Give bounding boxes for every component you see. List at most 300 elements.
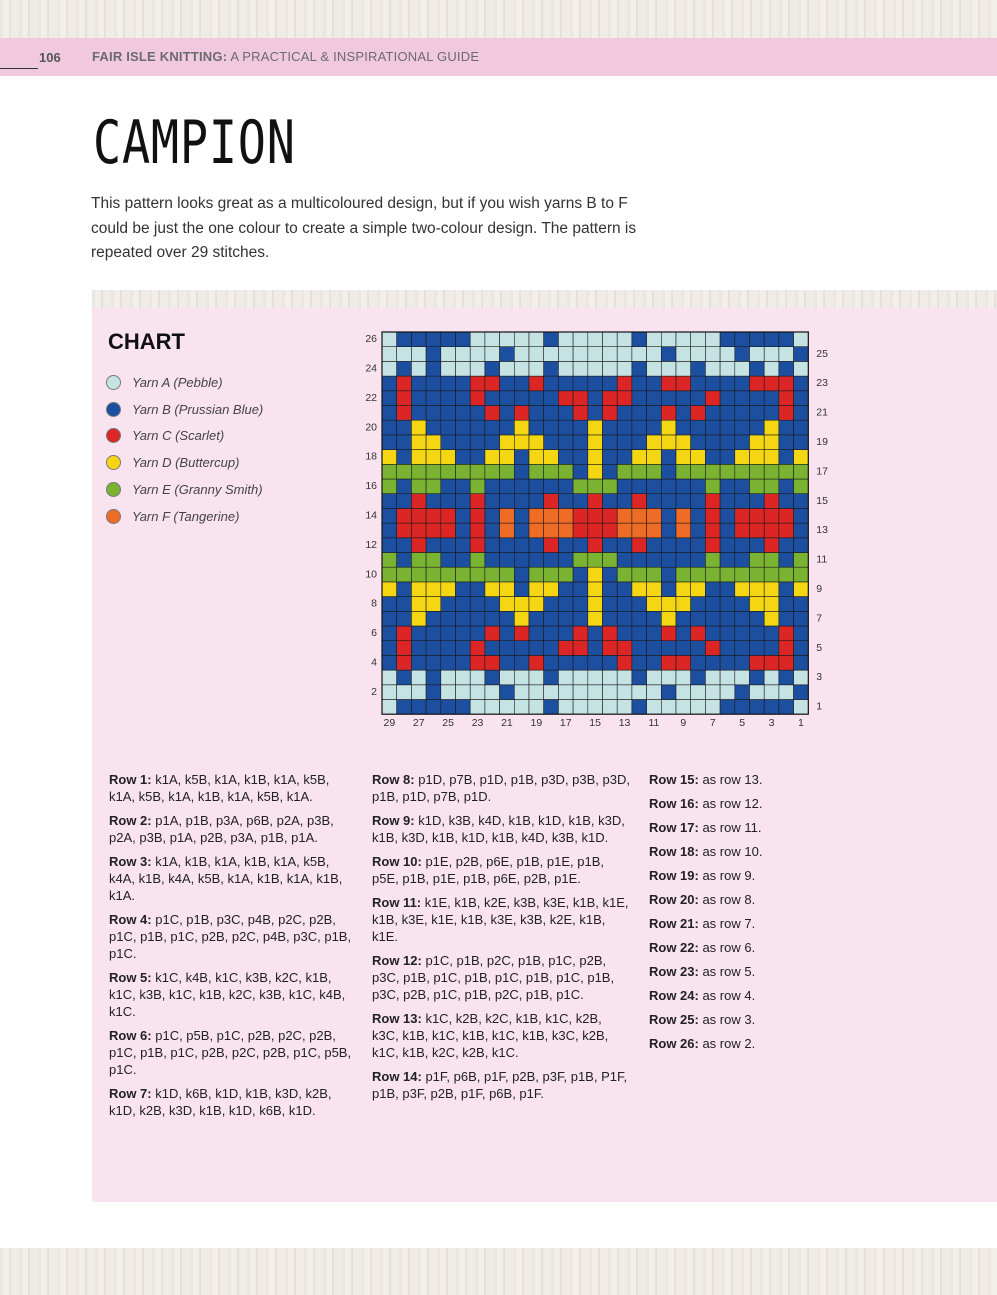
stitch-cell [397, 420, 412, 435]
chart-axis-label: 21 [501, 716, 513, 729]
stitch-cell [573, 655, 588, 670]
stitch-cell [647, 685, 662, 700]
stitch-cell [764, 611, 779, 626]
chart-axis-label: 12 [365, 538, 377, 551]
chart-axis-label: 27 [412, 716, 425, 729]
stitch-cell [720, 420, 735, 435]
stitch-cell [617, 508, 632, 523]
stitch-cell [705, 523, 720, 538]
chart-axis-label: 17 [816, 465, 828, 478]
legend-item [106, 423, 263, 450]
chart-axis-label: 24 [365, 362, 377, 375]
row-label: Row 16: [649, 796, 699, 811]
stitch-cell [764, 435, 779, 450]
stitch-cell [720, 670, 735, 685]
stitch-cell [617, 597, 632, 612]
stitch-cell [558, 611, 573, 626]
row-instruction [649, 1011, 829, 1028]
stitch-cell [397, 670, 412, 685]
chart-axis-label: 3 [768, 716, 775, 729]
chart-axis-label: 4 [371, 656, 377, 669]
stitch-cell [573, 700, 588, 715]
stitch-cell [411, 391, 426, 406]
stitch-cell [676, 406, 691, 421]
stitch-cell [558, 582, 573, 597]
stitch-cell [603, 450, 618, 465]
stitch-cell [485, 347, 500, 362]
stitch-cell [676, 626, 691, 641]
stitch-cell [647, 523, 662, 538]
stitch-cell [426, 361, 441, 376]
stitch-cell [720, 347, 735, 362]
stitch-cell [603, 611, 618, 626]
stitch-cell [720, 567, 735, 582]
row-text: p1F, p6B, p1F, p2B, p3F, p1B, P1F, p1B, p3F, p2B, p1F, p6B, p1F. [372, 1069, 628, 1101]
chart-axis-label: 10 [365, 568, 377, 581]
stitch-cell [397, 553, 412, 568]
stitch-cell [735, 361, 750, 376]
row-text: p1C, p1B, p3C, p4B, p2C, p2B, p1C, p1B, p1C, p2B, p2C, p4B, p3C, p1B, p1C. [109, 912, 352, 961]
stitch-cell [529, 567, 544, 582]
stitch-cell [794, 332, 809, 347]
stitch-cell [441, 420, 456, 435]
yarn-swatch-icon [106, 402, 121, 417]
stitch-cell [529, 508, 544, 523]
row-instruction [372, 812, 630, 846]
stitch-cell [529, 361, 544, 376]
stitch-cell [632, 361, 647, 376]
row-text: p1C, p5B, p1C, p2B, p2C, p2B, p1C, p1B, p1C, p2B, p2C, p2B, p1C, p5B, p1C. [109, 1028, 352, 1077]
stitch-cell [779, 655, 794, 670]
stitch-cell [617, 435, 632, 450]
stitch-cell [485, 670, 500, 685]
row-label: Row 19: [649, 868, 699, 883]
stitch-cell [779, 626, 794, 641]
stitch-cell [617, 494, 632, 509]
stitch-cell [676, 508, 691, 523]
stitch-cell [617, 553, 632, 568]
row-label: Row 14: [372, 1069, 422, 1084]
stitch-cell [617, 700, 632, 715]
stitch-cell [735, 464, 750, 479]
stitch-cell [441, 553, 456, 568]
stitch-cell [750, 655, 765, 670]
stitch-cell [617, 670, 632, 685]
stitch-cell [794, 611, 809, 626]
stitch-cell [705, 700, 720, 715]
stitch-cell [529, 332, 544, 347]
stitch-cell [529, 582, 544, 597]
stitch-cell [529, 626, 544, 641]
header-rule [0, 68, 38, 69]
stitch-cell [647, 361, 662, 376]
stitch-cell [603, 626, 618, 641]
stitch-cell [779, 582, 794, 597]
stitch-cell [617, 523, 632, 538]
stitch-cell [411, 582, 426, 597]
stitch-cell [382, 361, 397, 376]
stitch-cell [676, 655, 691, 670]
stitch-cell [779, 450, 794, 465]
stitch-cell [647, 611, 662, 626]
stitch-cell [720, 406, 735, 421]
stitch-cell [720, 450, 735, 465]
stitch-cell [500, 450, 515, 465]
stitch-cell [779, 685, 794, 700]
row-instruction [649, 915, 829, 932]
stitch-cell [691, 523, 706, 538]
stitch-cell [676, 538, 691, 553]
stitch-cell [750, 406, 765, 421]
stitch-cell [750, 479, 765, 494]
stitch-cell [676, 332, 691, 347]
stitch-cell [500, 597, 515, 612]
stitch-cell [529, 611, 544, 626]
stitch-cell [529, 538, 544, 553]
stitch-cell [470, 435, 485, 450]
yarn-swatch-icon [106, 455, 121, 470]
stitch-cell [647, 347, 662, 362]
stitch-cell [588, 450, 603, 465]
stitch-cell [573, 406, 588, 421]
stitch-cell [647, 670, 662, 685]
chart-heading: CHART [108, 329, 185, 354]
stitch-cell [470, 538, 485, 553]
stitch-cell [691, 582, 706, 597]
stitch-cell [500, 479, 515, 494]
stitch-cell [617, 567, 632, 582]
stitch-cell [500, 332, 515, 347]
stitch-cell [617, 538, 632, 553]
stitch-cell [573, 450, 588, 465]
chart-axis-label: 29 [383, 716, 396, 729]
stitch-cell [750, 391, 765, 406]
stitch-cell [382, 582, 397, 597]
stitch-cell [573, 361, 588, 376]
stitch-cell [794, 508, 809, 523]
stitch-cell [544, 391, 559, 406]
stitch-cell [426, 611, 441, 626]
stitch-cell [544, 611, 559, 626]
stitch-cell [705, 479, 720, 494]
stitch-cell [470, 582, 485, 597]
chart-axis-label: 9 [816, 583, 823, 596]
stitch-cell [514, 685, 529, 700]
stitch-cell [514, 450, 529, 465]
stitch-cell [720, 700, 735, 715]
stitch-cell [779, 700, 794, 715]
row-label: Row 13: [372, 1011, 422, 1026]
stitch-cell [764, 450, 779, 465]
stitch-cell [397, 406, 412, 421]
stitch-cell [764, 700, 779, 715]
stitch-cell [720, 435, 735, 450]
stitch-cell [735, 391, 750, 406]
stitch-cell [661, 553, 676, 568]
stitch-cell [397, 597, 412, 612]
chart-axis-label: 7 [709, 716, 716, 729]
stitch-cell [500, 641, 515, 656]
stitch-cell [514, 626, 529, 641]
stitch-cell [573, 582, 588, 597]
stitch-cell [456, 538, 471, 553]
stitch-cell [397, 582, 412, 597]
stitch-cell [441, 347, 456, 362]
stitch-cell [588, 332, 603, 347]
stitch-cell [691, 508, 706, 523]
stitch-cell [750, 450, 765, 465]
row-instruction [109, 812, 354, 846]
stitch-cell [544, 685, 559, 700]
stitch-cell [661, 655, 676, 670]
stitch-cell [779, 597, 794, 612]
stitch-cell [794, 376, 809, 391]
stitch-cell [470, 670, 485, 685]
stitch-cell [676, 464, 691, 479]
stitch-cell [411, 332, 426, 347]
stitch-cell [558, 391, 573, 406]
stitch-cell [470, 420, 485, 435]
stitch-cell [544, 347, 559, 362]
stitch-cell [470, 655, 485, 670]
stitch-cell [382, 508, 397, 523]
stitch-cell [426, 376, 441, 391]
stitch-cell [558, 597, 573, 612]
stitch-cell [764, 538, 779, 553]
stitch-cell [382, 553, 397, 568]
stitch-cell [397, 332, 412, 347]
stitch-cell [794, 391, 809, 406]
stitch-cell [764, 508, 779, 523]
row-text: as row 4. [698, 988, 756, 1003]
stitch-cell [426, 597, 441, 612]
stitch-cell [735, 670, 750, 685]
stitch-cell [456, 494, 471, 509]
stitch-cell [647, 332, 662, 347]
stitch-cell [794, 406, 809, 421]
stitch-cell [529, 494, 544, 509]
stitch-cell [647, 567, 662, 582]
stitch-cell [588, 538, 603, 553]
row-instruction [372, 1010, 630, 1061]
chart-axis-label: 11 [648, 716, 660, 729]
stitch-cell [720, 508, 735, 523]
stitch-cell [647, 655, 662, 670]
stitch-cell [485, 655, 500, 670]
stitch-cell [382, 494, 397, 509]
stitch-cell [676, 420, 691, 435]
stitch-cell [705, 464, 720, 479]
stitch-cell [603, 670, 618, 685]
stitch-cell [735, 523, 750, 538]
stitch-cell [794, 464, 809, 479]
row-text: as row 8. [698, 892, 756, 907]
stitch-cell [485, 435, 500, 450]
stitch-cell [647, 420, 662, 435]
row-text: k1D, k3B, k4D, k1B, k1D, k1B, k3D, k1B, k3D, k1B, k1D, k1B, k4D, k3B, k1D. [372, 813, 625, 845]
stitch-cell [691, 347, 706, 362]
stitch-cell [514, 479, 529, 494]
stitch-cell [397, 641, 412, 656]
stitch-cell [779, 479, 794, 494]
row-instruction [372, 894, 630, 945]
row-label: Row 1: [109, 772, 152, 787]
stitch-cell [382, 376, 397, 391]
stitch-cell [529, 655, 544, 670]
stitch-cell [647, 538, 662, 553]
row-instruction [649, 867, 829, 884]
stitch-cell [588, 670, 603, 685]
stitch-cell [456, 611, 471, 626]
stitch-cell [617, 391, 632, 406]
stitch-cell [456, 700, 471, 715]
stitch-cell [617, 479, 632, 494]
stitch-cell [588, 479, 603, 494]
stitch-cell [691, 597, 706, 612]
stitch-cell [735, 597, 750, 612]
stitch-cell [632, 582, 647, 597]
stitch-cell [720, 582, 735, 597]
row-instruction [649, 843, 829, 860]
stitch-cell [456, 641, 471, 656]
stitch-cell [617, 347, 632, 362]
stitch-cell [632, 700, 647, 715]
stitch-cell [779, 508, 794, 523]
stitch-cell [676, 567, 691, 582]
stitch-cell [588, 597, 603, 612]
stitch-cell [411, 435, 426, 450]
stitch-cell [735, 626, 750, 641]
stitch-cell [573, 508, 588, 523]
stitch-cell [573, 626, 588, 641]
stitch-cell [573, 494, 588, 509]
stitch-cell [735, 376, 750, 391]
stitch-cell [500, 435, 515, 450]
stitch-cell [647, 494, 662, 509]
stitch-cell [573, 553, 588, 568]
row-instruction [372, 771, 630, 805]
stitch-cell [485, 332, 500, 347]
stitch-cell [485, 582, 500, 597]
stitch-cell [647, 553, 662, 568]
stitch-cell [588, 611, 603, 626]
stitch-cell [485, 361, 500, 376]
stitch-cell [470, 464, 485, 479]
stitch-cell [676, 479, 691, 494]
stitch-cell [426, 494, 441, 509]
legend-label: Yarn F (Tangerine) [132, 508, 240, 524]
chart-axis-label: 15 [816, 494, 828, 507]
instructions-column-1 [109, 771, 354, 1126]
yarn-swatch-icon [106, 375, 121, 390]
stitch-cell [735, 655, 750, 670]
stitch-cell [750, 523, 765, 538]
stitch-cell [411, 538, 426, 553]
stitch-cell [691, 670, 706, 685]
stitch-cell [558, 464, 573, 479]
stitch-cell [779, 406, 794, 421]
stitch-cell [573, 523, 588, 538]
stitch-cell [735, 538, 750, 553]
stitch-cell [558, 376, 573, 391]
stitch-cell [441, 567, 456, 582]
stitch-cell [529, 523, 544, 538]
stitch-cell [617, 332, 632, 347]
stitch-cell [617, 641, 632, 656]
stitch-cell [485, 450, 500, 465]
chart-axis-label: 19 [530, 716, 543, 729]
row-instruction [649, 819, 829, 836]
legend-item [106, 369, 263, 396]
stitch-cell [441, 450, 456, 465]
stitch-cell [544, 655, 559, 670]
stitch-cell [632, 435, 647, 450]
stitch-cell [603, 420, 618, 435]
stitch-cell [382, 406, 397, 421]
stitch-cell [426, 700, 441, 715]
stitch-cell [500, 553, 515, 568]
stitch-cell [470, 361, 485, 376]
stitch-cell [573, 332, 588, 347]
stitch-cell [705, 494, 720, 509]
row-text: p1E, p2B, p6E, p1B, p1E, p1B, p5E, p1B, p1E, p1B, p6E, p2B, p1E. [372, 854, 604, 886]
stitch-cell [794, 685, 809, 700]
stitch-cell [705, 420, 720, 435]
stitch-cell [735, 641, 750, 656]
stitch-cell [794, 361, 809, 376]
chart-svg [360, 330, 830, 740]
stitch-cell [411, 479, 426, 494]
stitch-cell [411, 553, 426, 568]
stitch-cell [603, 494, 618, 509]
stitch-cell [632, 553, 647, 568]
stitch-cell [647, 582, 662, 597]
stitch-cell [382, 435, 397, 450]
yarn-swatch-icon [106, 482, 121, 497]
row-label: Row 26: [649, 1036, 699, 1051]
stitch-cell [617, 655, 632, 670]
chart-axis-label: 11 [816, 553, 828, 566]
stitch-cell [411, 494, 426, 509]
stitch-cell [382, 567, 397, 582]
stitch-cell [661, 641, 676, 656]
chart-axis-label: 3 [816, 671, 823, 684]
stitch-cell [470, 406, 485, 421]
stitch-cell [514, 611, 529, 626]
stitch-cell [632, 376, 647, 391]
stitch-cell [705, 655, 720, 670]
stitch-cell [544, 700, 559, 715]
stitch-cell [691, 420, 706, 435]
stitch-cell [764, 494, 779, 509]
stitch-cell [720, 626, 735, 641]
stitch-cell [558, 538, 573, 553]
chart-axis-label: 26 [365, 333, 377, 346]
stitch-cell [441, 611, 456, 626]
stitch-cell [779, 420, 794, 435]
stitch-cell [558, 435, 573, 450]
stitch-cell [661, 391, 676, 406]
stitch-cell [691, 435, 706, 450]
stitch-cell [426, 582, 441, 597]
stitch-cell [603, 464, 618, 479]
stitch-cell [779, 641, 794, 656]
stitch-cell [603, 376, 618, 391]
stitch-cell [705, 347, 720, 362]
row-label: Row 2: [109, 813, 152, 828]
stitch-cell [470, 523, 485, 538]
instructions-column-2 [372, 771, 630, 1109]
